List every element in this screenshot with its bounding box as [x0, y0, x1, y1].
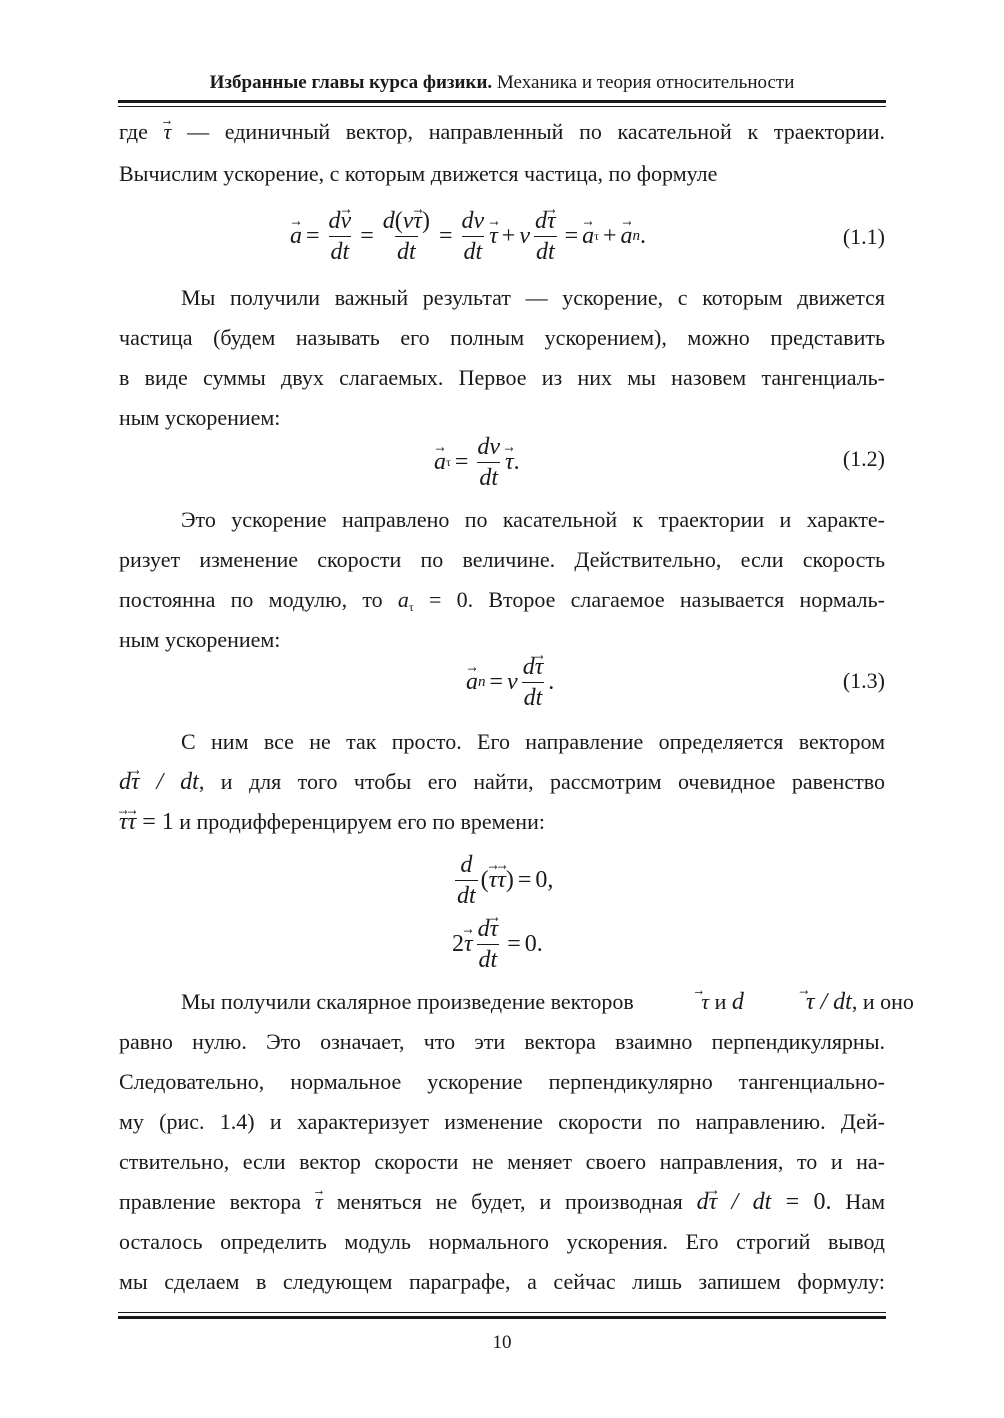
- text-line-12: d→ τ / dt, и для того чтобы его найти, рассмотрим очевидное равенство: [119, 768, 885, 796]
- equation-derivative-tau-tau: $\frac{d}{dt}$ ( → τ → τ ) = 0,: [452, 850, 553, 911]
- text-line-1: где → τ — единичный вектор, направленный по касательной к траектории.: [119, 118, 885, 146]
- text-line-9: постоянна по модулю, то aτ = 0. Второе слагаемое называется нормаль-: [119, 587, 885, 614]
- header-rule-thin: [118, 106, 886, 107]
- text-line-14: Мы получили скалярное произведение векторов → τ и d→ τ / dt, и оно: [119, 988, 885, 1016]
- book-title: Избранные главы курса физики.: [209, 72, 493, 93]
- text-line-11: С ним все не так просто. Его направление определяется вектором: [181, 729, 885, 754]
- equation-two-tau-dtau: 2 → τ $\frac{d\to \tau}{dt}$ = 0.: [452, 914, 543, 975]
- text-line-17: му (рис. 1.4) и характеризует изменение скорости по направлению. Дей-: [119, 1109, 885, 1134]
- text-line-13: → τ→ τ = 1 и продифференцируем его по времени:: [119, 808, 885, 836]
- running-head: [118, 72, 886, 94]
- text-line-6: ным ускорением:: [119, 405, 281, 430]
- text-line-10: ным ускорением:: [119, 627, 281, 652]
- footer-rule-thin: [118, 1312, 886, 1313]
- text-line-8: ризует изменение скорости по величине. Действительно, если скорость: [119, 547, 885, 572]
- text-line-4: частица (будем называть его полным ускорением), можно представить: [119, 325, 885, 350]
- equation-number-1-2: (1.2): [842, 446, 885, 471]
- equation-number-1-3: (1.3): [842, 668, 885, 693]
- text-line-15: равно нулю. Это означает, что эти вектора взаимно перпендикулярны.: [119, 1029, 885, 1054]
- text-line-18: ствительно, если вектор скорости не меняет своего направления, то и на-: [119, 1149, 885, 1174]
- text-line-19: правление вектора → τ меняться не будет, и производная d→ τ / dt = 0. Нам: [119, 1188, 885, 1216]
- text-line-21: мы сделаем в следующем параграфе, а сейчас лишь запишем формулу:: [119, 1269, 885, 1294]
- book-subtitle: Механика и теория относительности: [496, 72, 795, 93]
- text-line-2: Вычислим ускорение, с которым движется частица, по формуле: [119, 161, 718, 186]
- text-line-7: Это ускорение направлено по касательной к траектории и характе-: [181, 507, 885, 532]
- header-rule-thick: [118, 100, 886, 103]
- footer-rule-thick: [118, 1316, 886, 1319]
- equation-1-1: → a = $\frac{d\to v}{dt}$ = $\frac{d(v\to \tau)}{dt}$ = $\frac{dv}{dt}$ → τ + v $\frac{d\to \tau}{dt}$ = → a τ + → a n .: [290, 206, 646, 267]
- equation-number-1-1: (1.1): [842, 224, 885, 249]
- text-line-5: в виде суммы двух слагаемых. Первое из них мы назовем тангенциаль-: [119, 365, 885, 390]
- equation-1-3: → a n = v $\frac{d\to \tau}{dt}$ .: [466, 652, 554, 713]
- text-line-20: осталось определить модуль нормального ускорения. Его строгий вывод: [119, 1229, 885, 1254]
- text-line-3: Мы получили важный результат — ускорение, с которым движется: [181, 285, 885, 310]
- page-number: 10: [492, 1332, 512, 1353]
- text-line-16: Следовательно, нормальное ускорение перпендикулярно тангенциально-: [119, 1069, 885, 1094]
- equation-1-2: → a τ = $\frac{dv}{dt}$ → τ .: [434, 432, 520, 493]
- tau-vector-symbol: → τ: [164, 118, 172, 146]
